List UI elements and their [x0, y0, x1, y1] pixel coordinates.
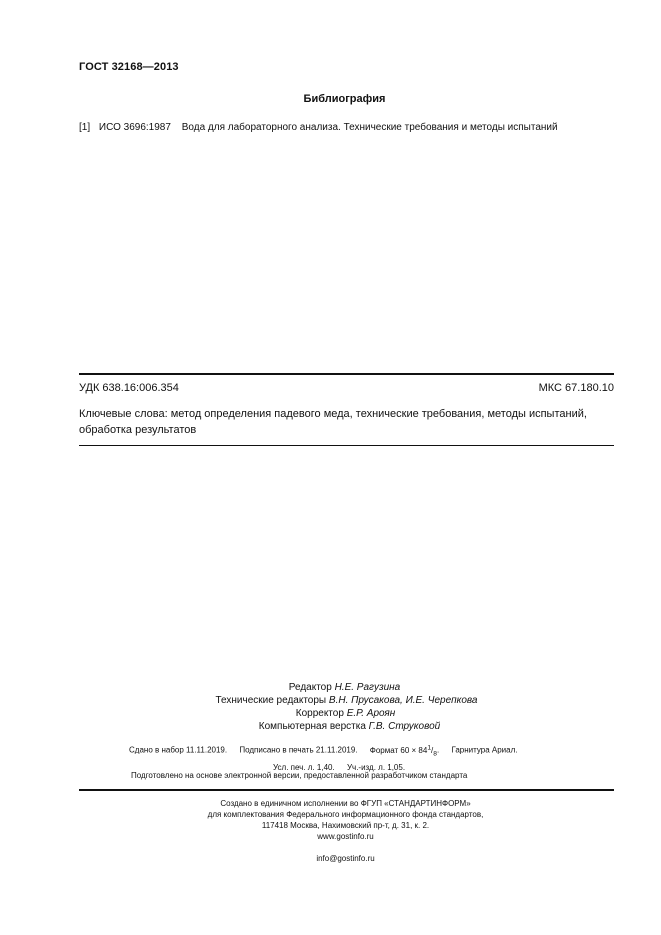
divider-top [79, 373, 614, 375]
publisher-contacts [30, 831, 661, 864]
editor-row [0, 681, 661, 694]
divider-middle [79, 445, 614, 446]
corrector-name: Е.Р. Ароян [346, 708, 396, 719]
print-sheets: Усл. печ. л. 1,40. [273, 763, 335, 773]
bibliography-entry-title: Вода для лабораторного анализа. Технические требования и методы испытаний [181, 122, 558, 133]
editorial-staff [0, 681, 661, 733]
format-denominator: 8 [433, 750, 437, 758]
publisher-line1: Создано в единичном исполнении во ФГУП «СТАНДАРТИНФОРМ» [220, 799, 471, 808]
publisher-address: 117418 Москва, Нахимовский пр-т, д. 31, к. 2. [261, 821, 430, 830]
bibliography-entry-standard: ИСО 3696:1987 [98, 122, 171, 133]
publisher-info [0, 798, 661, 864]
editor-label: Редактор [288, 682, 332, 693]
standard-code: ГОСТ 32168—2013 [79, 61, 179, 73]
website-link[interactable]: www.gostinfo.ru [317, 832, 374, 841]
bibliography-title: Библиография [303, 93, 386, 105]
bibliography-entry-number: [1] [79, 122, 91, 133]
publishing-sheets: Уч.-изд. л. 1,05. [346, 763, 406, 773]
divider-bottom [79, 789, 614, 791]
layout-label: Компьютерная верстка [258, 721, 366, 732]
layout-row [0, 720, 661, 733]
keywords: Ключевые слова: метод определения падевого меда, технические требования, методы испытаний, обработка результатов [79, 408, 587, 436]
format: Формат $60 \times 84^1/_8$ [369, 744, 437, 758]
layout-name: Г.В. Струковой [368, 721, 441, 732]
email-link[interactable]: info@gostinfo.ru [316, 854, 375, 863]
format-numerator: 1 [427, 744, 432, 751]
sent-date: Сдано в набор 11.11.2019. [129, 745, 228, 755]
print-info-line1: Сдано в набор 11.11.2019. Подписано в печать 21.11.2019. Формат $60 \times 84^1/_8$. Гарнитура Ариал. [129, 744, 518, 758]
udk-code: УДК 638.16:006.354 [79, 382, 179, 394]
mks-code: МКС 67.180.10 [538, 382, 614, 394]
tech-editors-row [0, 694, 661, 707]
corrector-row [0, 707, 661, 720]
tech-editors-names: В.Н. Прусакова, И.Е. Черепкова [328, 695, 478, 706]
font-info: Гарнитура Ариал. [451, 745, 518, 755]
tech-editors-label: Технические редакторы [215, 695, 327, 706]
bibliography-entry [79, 122, 558, 133]
editor-name: Н.Е. Рагузина [334, 682, 401, 693]
signed-date: Подписано в печать 21.11.2019. [239, 745, 358, 755]
publisher-line2: для комплектования Федерального информационного фонда стандартов, [207, 810, 484, 819]
prepared-note: Подготовлено на основе электронной версии, предоставленной разработчиком стандарта [131, 771, 468, 780]
corrector-label: Корректор [295, 708, 344, 719]
